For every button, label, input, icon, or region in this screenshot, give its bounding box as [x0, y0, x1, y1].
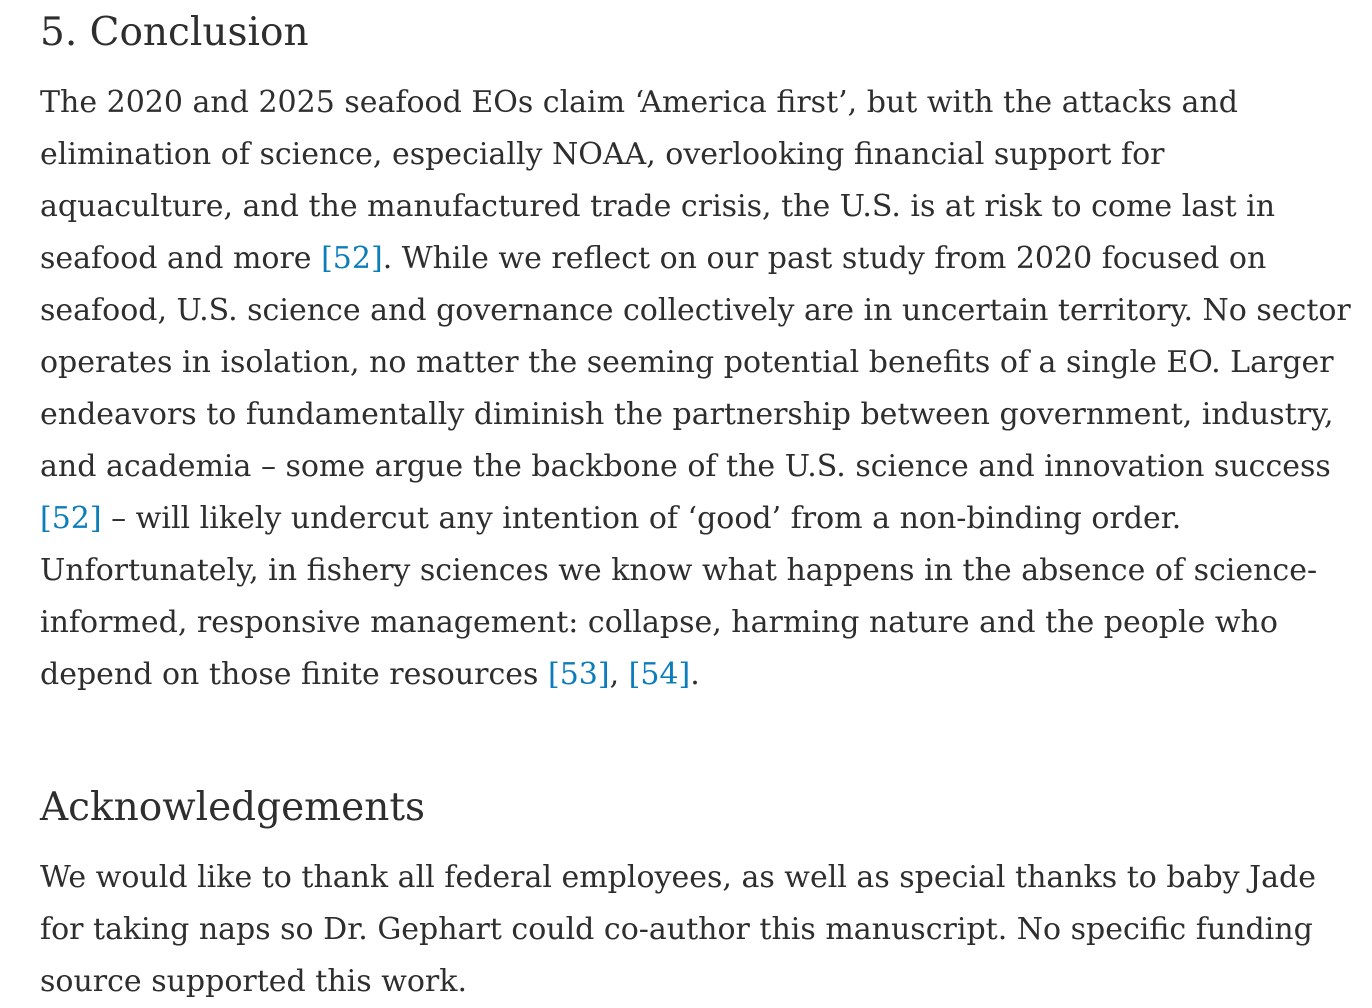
- reference-link-54[interactable]: [54]: [628, 656, 691, 692]
- article-body: [40, 0, 1360, 1008]
- paragraph-text: The 2020 and 2025 seafood EOs claim ‘America first’, but with the attacks and elimination of science, especially NOAA, overlooking financial support for aquaculture, and the manufactured trade crisis, the U.S. is at risk to come last in seafood and more: [40, 84, 1276, 276]
- reference-link-52[interactable]: [52]: [321, 240, 383, 276]
- paragraph-text: – will likely undercut any intention of ‘good’ from a non-binding order. Unfortunately, in fishery sciences we know what happens in the absence of science-informed, responsive management: collapse, harming nature and the people who depend on those finite resources: [40, 500, 1318, 692]
- paragraph-text: . While we reflect on our past study from 2020 focused on seafood, U.S. science and governance collectively are in uncertain territory. No sector operates in isolation, no matter the seeming potential benefits of a single EO. Larger endeavors to fundamentally diminish the partnership between government, industry, and academia – some argue the backbone of the U.S. science and innovation success: [40, 240, 1351, 484]
- acknowledgements-paragraph: We would like to thank all federal employees, as well as special thanks to baby Jade for taking naps so Dr. Gephart could co-author this manuscript. No specific funding source supported this work.: [40, 859, 1317, 999]
- reference-link-52[interactable]: [52]: [40, 500, 102, 536]
- conclusion-paragraph: [40, 77, 1360, 701]
- paragraph-text: ,: [609, 656, 629, 692]
- conclusion-section: [40, 10, 1360, 701]
- reference-link-53[interactable]: [53]: [548, 656, 610, 692]
- section-heading-acknowledgements: Acknowledgements: [40, 784, 426, 830]
- paragraph-text: .: [690, 656, 700, 692]
- section-heading-conclusion: 5. Conclusion: [40, 10, 309, 55]
- acknowledgements-section: [40, 785, 1360, 1008]
